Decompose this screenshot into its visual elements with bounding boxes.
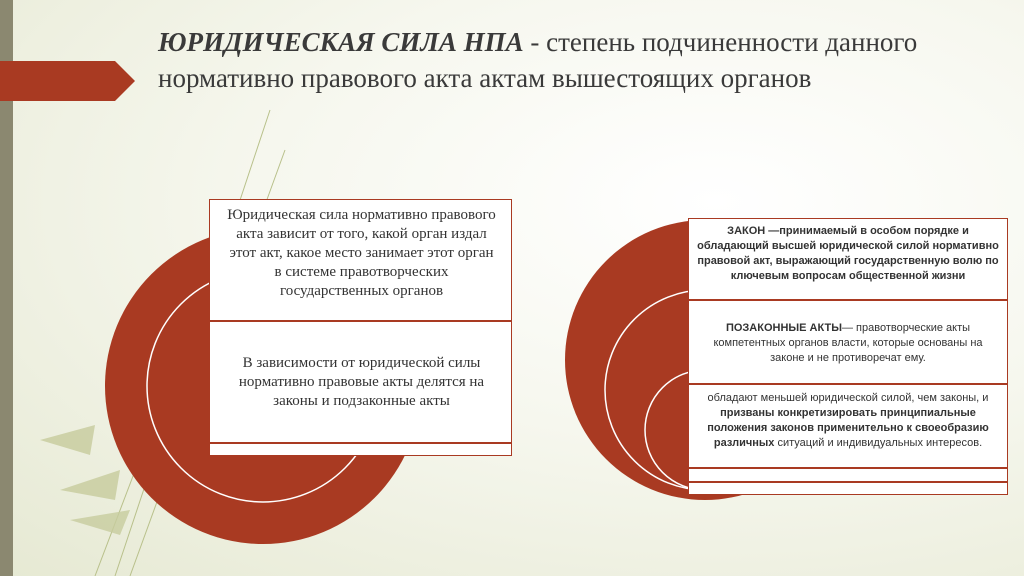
right-box-sublaw: [688, 300, 1008, 384]
sublaw-text: [697, 321, 999, 366]
law-term: ЗАКОН: [727, 225, 766, 237]
sublaw-props-text: [697, 391, 999, 451]
left-box-2-text: В зависимости от юридической силы нормативно правовые акты делятся на законы и подзаконные акты: [238, 355, 485, 409]
left-box-3: [209, 443, 512, 456]
left-box-1-text: Юридическая сила нормативно правового акта зависит от того, какой орган издал этот акт, какое место занимает этот орган в системе правотворческих государственных органов: [227, 207, 496, 299]
right-box-empty-1: [688, 468, 1008, 482]
right-box-empty-2: [688, 482, 1008, 495]
law-text: [697, 224, 999, 284]
right-box-law: [688, 218, 1008, 300]
title-strong: ЮРИДИЧЕСКАЯ СИЛА НПА: [158, 27, 524, 57]
right-box-sublaw-props: [688, 384, 1008, 468]
sublaw-def: — правотворческие акты компетентных органов власти, которые основаны на законе и не противоречат ему.: [713, 322, 983, 364]
title-rest: - степень подчиненности данного нормативно правового акта актам вышестоящих органов: [158, 27, 918, 93]
sublaw-props-a: обладают меньшей юридической силой, чем законы, и: [707, 392, 989, 404]
sublaw-props-b: призваны конкретизировать принципиальные положения законов применительно к своеобразию различных: [707, 407, 989, 449]
law-def: —принимаемый в особом порядке и обладающий высшей юридической силой нормативно правовой акт, выражающий государственную волю по ключевым вопросам общественной жизни: [697, 225, 999, 282]
left-box-1: [209, 199, 512, 321]
sublaw-term: ПОЗАКОННЫЕ АКТЫ: [725, 322, 842, 334]
sublaw-props-c: ситуаций и индивидуальных интересов.: [774, 437, 983, 449]
left-box-2: [209, 321, 512, 443]
